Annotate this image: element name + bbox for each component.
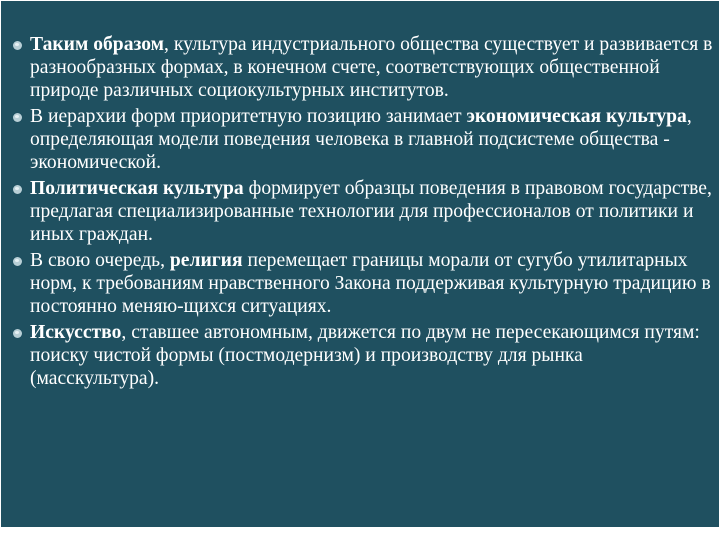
bullet-item [13, 321, 715, 390]
bullet-list [13, 33, 715, 393]
bullet-item [13, 33, 715, 102]
bullet-text: формирует образцы поведения в правовом государстве, предлагая специализированные технологии для профессионалов от политики и иных граждан. [30, 178, 712, 245]
bullet-text: В свою очередь, [30, 250, 170, 271]
bullet-item [13, 249, 715, 318]
bold-term: экономическая культура [466, 106, 687, 127]
bullet-text: , ставшее автономным, движется по двум не пересекающимся путям: поиску чистой формы (постмодернизм) и производству для рынка (масскультура). [30, 322, 700, 389]
bullet-text: , культура индустриального общества существует и развивается в разнообразных формах, в конечном счете, соответствующих общественной природе различных социокультурных институтов. [30, 34, 713, 101]
bold-term: Политическая культура [30, 178, 244, 199]
bold-term: Искусство [30, 322, 122, 343]
bold-term: религия [169, 250, 243, 271]
bullet-text: перемещает границы морали от сугубо утилитарных норм, к требованиям нравственного Закона поддерживая культурную традицию в постоянно меняю-щихся ситуациях. [30, 250, 711, 317]
bullet-item [13, 177, 715, 246]
bullet-dot-icon [13, 257, 22, 266]
bullet-dot-icon [13, 185, 22, 194]
bullet-dot-icon [13, 113, 22, 122]
bullet-dot-icon [13, 41, 22, 50]
bullet-text: В иерархии форм приоритетную позицию занимает [30, 106, 467, 127]
bold-term: Таким образом [30, 34, 165, 55]
bullet-dot-icon [13, 329, 22, 338]
slide [1, 1, 719, 527]
bullet-text: , определяющая модели поведения человека в главной подсистеме общества - экономической. [30, 106, 692, 173]
bullet-item [13, 105, 715, 174]
